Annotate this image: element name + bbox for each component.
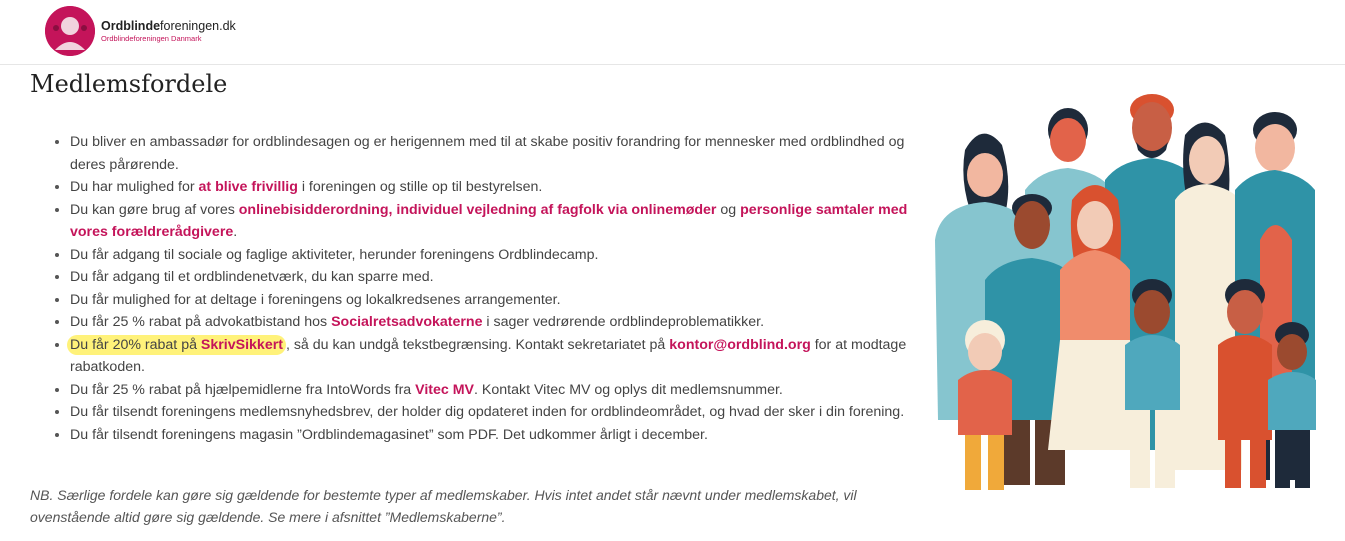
ordblindeforeningen-logo-icon: [45, 6, 95, 56]
site-logo[interactable]: [45, 6, 236, 56]
list-item: • Du får 25 % rabat på hjælpemidlerne fra IntoWords fra Vitec MV. Kontakt Vitec MV og oplys dit medlemsnummer.: [70, 379, 930, 402]
benefits-list: [30, 131, 930, 446]
list-item: • Du får mulighed for at deltage i foreningens og lokalkredsenes arrangementer.: [70, 289, 930, 312]
list-item: • Du får adgang til sociale og faglige aktiviteter, herunder foreningens Ordblindecamp.: [70, 244, 930, 267]
list-item: • Du bliver en ambassadør for ordblindesagen og er herigennem med til at skabe positiv forandring for mennesker med ordblindhed og deres pårørende.: [70, 131, 930, 176]
parent-advisor-link[interactable]: personlige samtaler med vores forældrerådgivere: [70, 201, 908, 240]
list-item: • Du får tilsendt foreningens magasin ”Ordblindemagasinet” som PDF. Det udkommer årligt i december.: [70, 424, 930, 447]
list-item: • Du har mulighed for at blive frivillig i foreningen og stille op til bestyrelsen.: [70, 176, 930, 199]
list-item: • Du får tilsendt foreningens medlemsnyhedsbrev, der holder dig opdateret inden for ordblindeområdet, og hvad der sker i din forening.: [70, 401, 930, 424]
list-item: • Du får 25 % rabat på advokatbistand hos Socialretsadvokaterne i sager vedrørende ordblindeproblematikker.: [70, 311, 930, 334]
list-item: • Du kan gøre brug af vores onlinebisidderordning, individuel vejledning af fagfolk via onlinemøder og personlige samtaler med vores forældrerådgivere.: [70, 199, 930, 244]
email-link[interactable]: kontor@ordblind.org: [669, 336, 811, 353]
site-header: [0, 0, 1345, 65]
list-item: • Du får adgang til et ordblindenetværk, du kan sparre med.: [70, 266, 930, 289]
volunteer-link[interactable]: at blive frivillig: [198, 179, 298, 195]
membership-note: NB. Særlige fordele kan gøre sig gældende for bestemte typer af medlemskaber. Hvis intet andet står nævnt under medlemskabet, vil ovenstående altid gøre sig gældende. Se mere i afsnittet ”Medlemskaberne”.: [30, 487, 857, 525]
socialretsadvokaterne-link[interactable]: Socialretsadvokaterne: [331, 314, 483, 330]
page-title: Medlemsfordele: [30, 70, 228, 98]
vitec-mv-link[interactable]: Vitec MV: [415, 381, 475, 398]
highlighted-text: Du får 20% rabat på SkrivSikkert: [67, 335, 286, 355]
logo-subtitle: Ordblindeforeningen Danmark: [101, 34, 202, 43]
list-item: • Du får 20% rabat på SkrivSikkert , så du kan undgå tekstbegrænsing. Kontakt sekretariatet på kontor@ordblind.org for at modtage rabatkoden.: [70, 334, 930, 379]
online-support-link[interactable]: onlinebisidderordning, individuel vejledning af fagfolk via onlinemøder: [238, 201, 717, 218]
diverse-people-group-illustration: [920, 90, 1340, 500]
skrivsikkert-link[interactable]: SkrivSikkert: [200, 336, 283, 353]
logo-title: Ordblindeforeningen.dk: [101, 18, 236, 33]
